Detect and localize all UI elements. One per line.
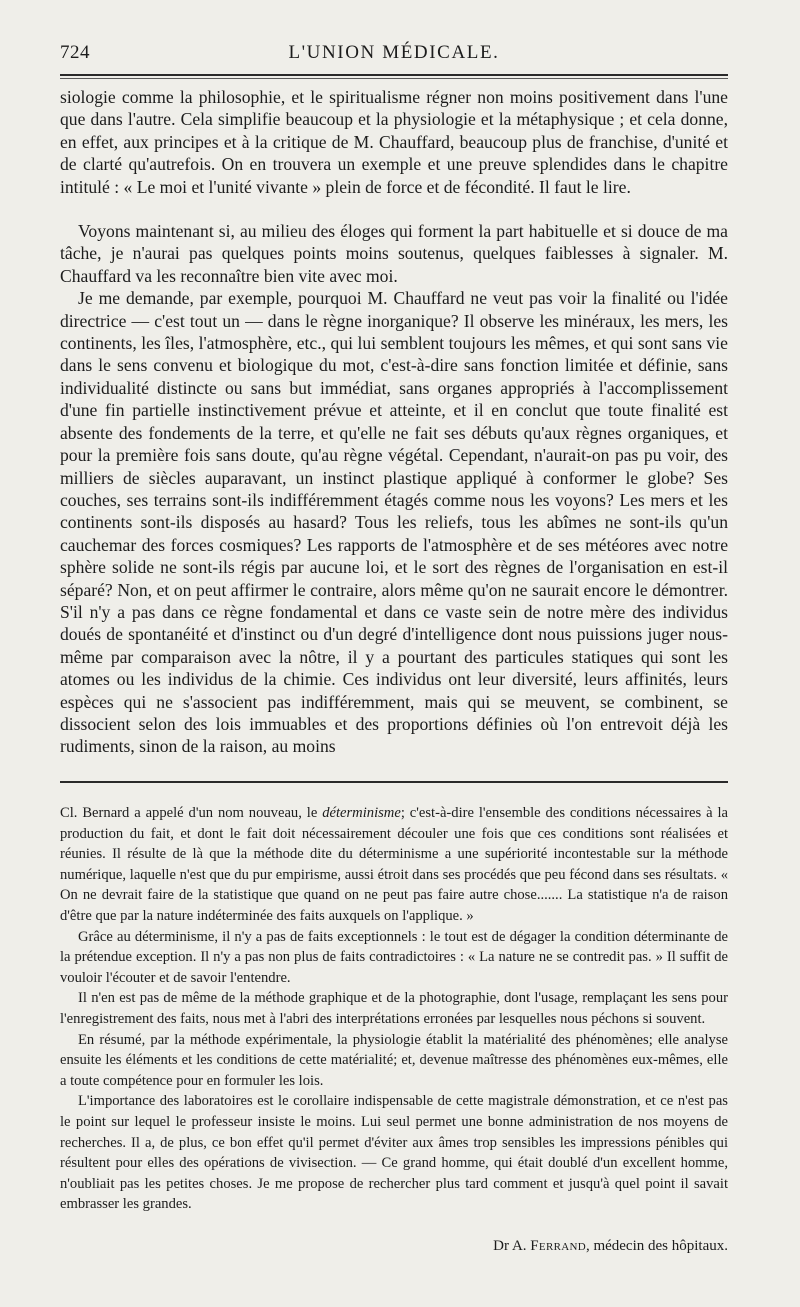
footnote-text: ; c'est-à-dire l'ensemble des conditions nécessaires à la production du fait, et dont le fait doit nécessairement découler une fois que ces conditions sont réalisées et réunies. Il résulte de là que la méthode dite du déterminisme a une supériorité incontestable sur la méthode numérique, laquelle n'est que du pur empirisme, aussi étroit dans ses procédés que peu fécond dans ses résultats. « On ne devrait faire de la statistique que quand on ne peut pas faire autre chose....... La statistique n'a de raison d'être que par la nature indéterminée des faits auxquels on l'applique. »	[60, 805, 728, 924]
footnote-paragraph: Il n'en est pas de même de la méthode graphique et de la photographie, dont l'usage, remplaçant les sens pour l'enregistrement des faits, nous met à l'abri des interprétations erronées par lesquelles nous péchons si souvent.	[60, 990, 728, 1027]
footnote-rule	[60, 781, 728, 783]
footnotes	[60, 803, 728, 1215]
footnote-text: Cl. Bernard a appelé d'un nom nouveau, le	[60, 805, 323, 821]
footnote-paragraph	[60, 803, 728, 927]
page-header	[60, 38, 728, 66]
footnote-paragraph: En résumé, par la méthode expérimentale, la physiologie établit la matérialité des phénomènes; elle analyse ensuite les éléments et les conditions de cette matérialité; et, devenue maîtresse des phénomènes eux-mêmes, elle a toute compétence pour en formuler les lois.	[60, 1031, 728, 1089]
footnote-paragraph: Grâce au déterminisme, il n'y a pas de faits exceptionnels : le tout est de dégager la condition déterminante de la prétendue exception. Il n'y a pas non plus de faits contradictoires : « La nature ne se contredit pas. » Il suffit de vouloir l'écouter et de savoir l'entendre.	[60, 928, 728, 986]
signature-title: Dr	[493, 1238, 509, 1254]
signature-role: , médecin des hôpitaux.	[585, 1238, 728, 1254]
running-title: L'UNION MÉDICALE.	[288, 42, 500, 63]
paragraph: Je me demande, par exemple, pourquoi M. Chauffard ne veut pas voir la finalité ou l'idée directrice — c'est tout un — dans le règne inorganique? Il observe les minéraux, les mers, les continents, les îles, l'atmosphère, etc., qui lui semblent toujours les mêmes, et qui sont sans vie dans le sens convenu et biologique du mot, c'est-à-dire sans fonction limitée et définie, sans individualité distincte ou sans but immédiat, sans organes appropriés à l'accomplissement d'une fin partielle instinctivement prévue et atteinte, et il en conclut que toute finalité est absente des fondements de la terre, et qu'elle ne fait ses débuts qu'aux règnes organiques, et pour la première fois sans doute, qu'au règne végétal. Cependant, n'aurait-on pas pu voir, des milliers de siècles auparavant, un instinct plastique appliqué à conformer le globe? Ses couches, ses terrains sont-ils indifféremment étagés comme nous les voyons? Les mers et les continents sont-ils disposés au hasard? Tous les reliefs, tous les abîmes ne sont-ils qu'un cauchemar des forces cosmiques? Les rapports de l'atmosphère et de ses météores avec notre sphère solide ne sont-ils régis par aucune loi, et le sort des règnes de l'organisation en est-il séparé? Non, et on peut affirmer le contraire, alors même qu'on ne saurait encore le démontrer. S'il n'y a pas dans ce règne fondamental et dans ce vaste sein de notre mère des individus doués de spontanéité et d'instinct ou d'un degré d'intelligence dont nous puissions juger nous-même par comparaison avec la nôtre, il y a pourtant des particules statiques qui sont les atomes ou les individus de la chimie. Ces individus ont leur diversité, leurs affinités, leurs espèces qui ne s'associent pas indifféremment, mais qui se meuvent, se combinent, se dissocient selon des lois immuables et des proportions définies où l'on entrevoit déjà les rudiments, sinon de la raison, au moins	[60, 288, 728, 757]
paragraph: siologie comme la philosophie, et le spiritualisme régner non moins positivement dans l'une que dans l'autre. Cela simplifie beaucoup et la physiologie et la métaphysique ; et cela donne, en effet, aux principes et à la critique de M. Chauffard, beaucoup plus de franchise, d'unité et de clarté qu'autrefois. On en trouvera un exemple et une preuve splendides dans le chapitre intitulé : « Le moi et l'unité vivante » plein de force et de fécondité. Il faut le lire.	[60, 87, 728, 197]
main-text	[60, 86, 728, 758]
header-rule	[60, 74, 728, 76]
author-signature	[493, 1236, 728, 1256]
footnote-paragraph: L'importance des laboratoires est le corollaire indispensable de cette magistrale démonstration, et ce n'est pas le point sur lequel le professeur insiste le moins. Lui seul permet une bonne administration de nos moyens de recherches. Il a, de plus, ce bon effet qu'il permet d'éviter aux âmes trop sensibles les impressions pénibles qui résultent pour elles des opérations de vivisection. — Ce grand homme, qui était doublé d'un excellent homme, n'oubliait pas les petites choses. Je me propose de rechercher plus tard comment et jusqu'à quel point il savait embrasser les grandes.	[60, 1093, 728, 1213]
signature-name: Ferrand	[530, 1238, 586, 1254]
signature-initial: A.	[511, 1238, 527, 1254]
paragraph: Voyons maintenant si, au milieu des éloges qui forment la part habituelle et si douce de ma tâche, je n'aurai pas quelques points moins soutenus, quelques faiblesses à signaler. M. Chauffard va les reconnaître bien vite avec moi.	[60, 221, 728, 286]
header-rule-thin	[60, 78, 728, 79]
page-number: 724	[60, 42, 90, 63]
footnote-emphasis: déterminisme	[322, 805, 401, 821]
